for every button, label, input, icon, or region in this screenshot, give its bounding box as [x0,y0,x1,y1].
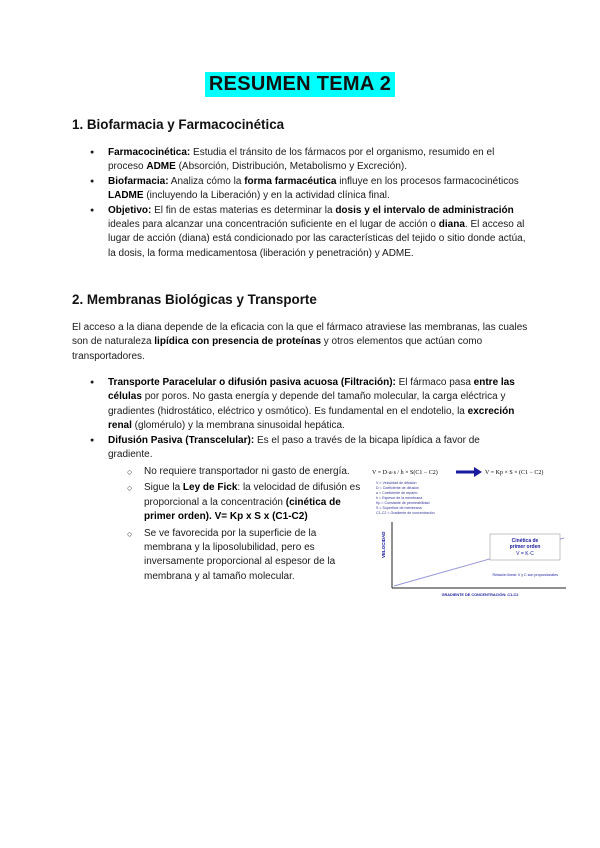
box-line-2: primer orden [509,544,541,550]
list-item: ● Biofarmacia: Analiza cómo la forma farmacéutica influye en los procesos farmacocinéticos LADME (incluyendo la Liberación) y en la actividad clínica final. [108,175,526,204]
section2-heading: 2. Membranas Biológicas y Transporte [72,292,317,307]
list-item: ● Objetivo: El fin de estas materias es determinar la dosis y el intervalo de administración ideales para alcanzar una concentración suficiente en el lugar de acción o diana. El acceso al lugar de acción (diana) está condicionado por las características del tejido o sitio donde actúa, la dosis, la forma medicamentosa (liberación y penetración) y ADME. [108,204,526,262]
x-axis-label: GRADIENTE DE CONCENTRACIÓN: C1-C2 [441,593,519,597]
list-item: ● Difusión Pasiva (Transcelular): Es el paso a través de la bicapa lipídica a favor de gradiente. [108,434,526,463]
legend [376,481,435,515]
section2-list [108,376,526,462]
legend-line: D = Coeficiente de difusión [376,486,420,490]
list-item: ● Farmacocinética: Estudia el tránsito de los fármacos por el organismo, resumido en el proceso ADME (Absorción, Distribución, Metabolismo y Excreción). [108,146,526,175]
fick-law-diagram [370,460,570,600]
line-label: Relación lineal: V y C son proporcionales [492,573,558,577]
fick-law-figure [370,460,570,600]
legend-line: S = Superficie de membrana [376,506,422,510]
section1-list [108,146,526,261]
legend-line: V = Velocidad de difusión [376,481,417,485]
box-line-1: Cinética de [511,538,539,544]
y-axis-label: VELOCIDAD [381,531,386,558]
legend-line: h = Espesor de la membrana [376,496,423,500]
equation-arrow [456,467,482,477]
section2-intro: El acceso a la diana depende de la eficacia con la que el fármaco atraviese las membranas, las cuales son de naturaleza lipídica con presencia de proteínas y otros elementos que actúan como transportadores. [72,322,528,362]
sublist-item: ○ Sigue la Ley de Fick: la velocidad de difusión es proporcional a la concentración (cinética de primer orden). V= Kp x S x (C1-C2) [144,481,364,524]
page-title: RESUMEN TEMA 2 [205,72,395,97]
legend-line: a = Coeficiente de reparto [376,491,418,495]
equation-left: V = D·a·s / h × S(C1 − C2) [372,470,438,476]
section1-heading: 1. Biofarmacia y Farmacocinética [72,117,285,132]
sublist-item: ○ Se ve favorecida por la superficie de la membrana y la liposolubilidad, pero es inversamente proporcional al espesor de la membrana y al tamaño molecular. [144,527,364,585]
fick-sublist [144,465,364,586]
equation-right: V = Kp × S × (C1 − C2) [485,470,544,476]
title-wrapper [0,72,600,97]
legend-line: Kp = Constante de permeabilidad [376,501,430,505]
legend-line: C1-C2 = Gradiente de concentración [376,511,435,515]
list-item: ● Transporte Paracelular o difusión pasiva acuosa (Filtración): El fármaco pasa entre las células por poros. No gasta energía y depende del tamaño molecular, la carga eléctrica y gradientes (hidrostático, eléctrico y osmótico). Es fundamental en el endotelio, la excreción renal (glomérulo) y la membrana sinusoidal hepática. [108,376,526,434]
sublist-item: ○ No requiere transportador ni gasto de energía. [144,465,364,479]
box-line-3: V = K·C [516,551,534,557]
